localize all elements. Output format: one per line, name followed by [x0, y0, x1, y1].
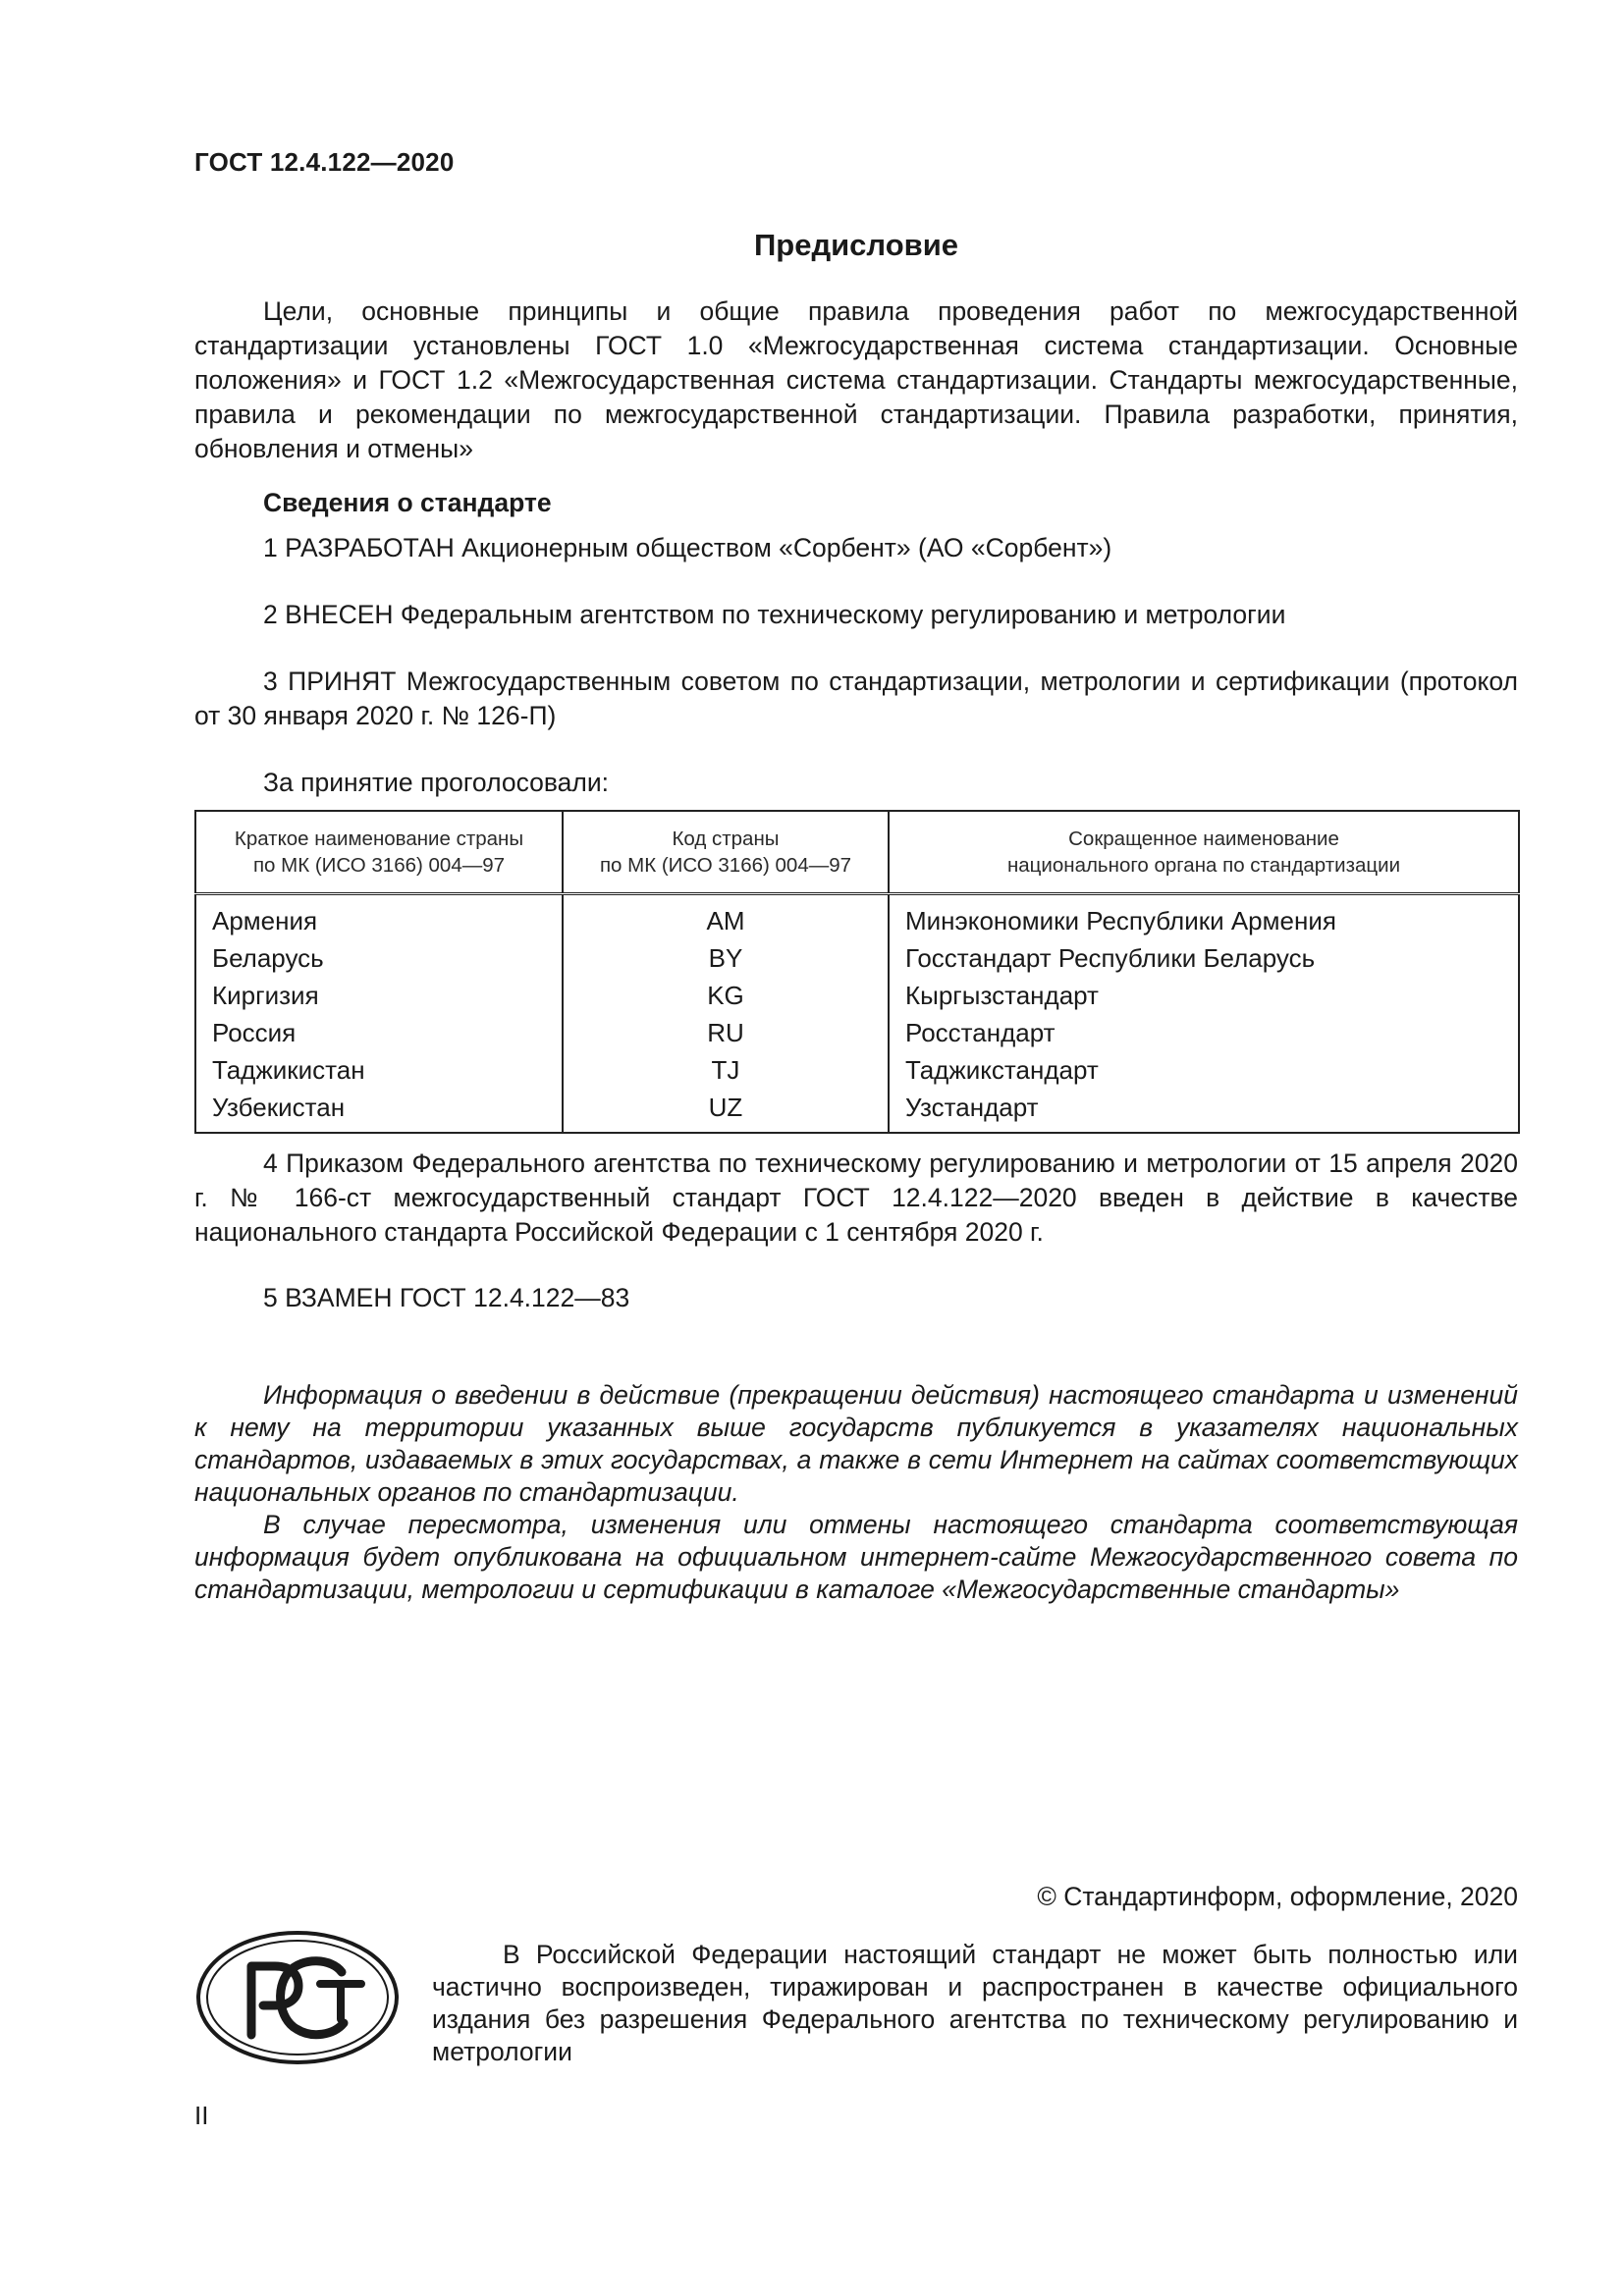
reproduction-notice: В Российской Федерации настоящий стандарт не может быть полностью или частично воспроизведен, тиражирован и распространен в качестве официального издания без разрешения Федерального агентства по техническому регулированию и метрологии — [432, 1940, 1518, 2066]
country-name-cell: Киргизия — [212, 981, 319, 1010]
header-standards-body-line1: Сокращенное наименование — [1068, 828, 1339, 850]
table-row — [195, 977, 1519, 1014]
header-standards-body — [889, 811, 1519, 894]
table-row — [195, 1014, 1519, 1051]
info-notice-paragraph: Информация о введении в действие (прекращении действия) настоящего стандарта и изменений к нему на территории указанных выше государств публикуется в указателях национальных стандартов, издаваемых в этих государствах, а также в сети Интернет на сайтах соответствующих национальных органов по стандартизации. — [194, 1380, 1518, 1507]
country-code-cell: AM — [563, 894, 889, 940]
standards-body-cell: Кыргызстандарт — [889, 977, 1519, 1014]
standards-body-cell: Минэкономики Республики Армения — [889, 894, 1519, 940]
page-number: II — [194, 2101, 209, 2130]
table-row — [195, 894, 1519, 940]
table-row — [195, 1051, 1519, 1089]
intro-paragraph: Цели, основные принципы и общие правила проведения работ по межгосударственной стандартизации установлены ГОСТ 1.0 «Межгосударственная система стандартизации. Основные положения» и ГОСТ 1.2 «Межгосударственная система стандартизации. Стандарты межгосударственные, правила и рекомендации по межгосударственной стандартизации. Правила разработки, принятия, обновления и отмены» — [194, 296, 1518, 463]
country-name-cell: Россия — [212, 1018, 297, 1047]
item-developed: 1 РАЗРАБОТАН Акционерным обществом «Сорбент» (АО «Сорбент») — [263, 533, 1112, 562]
item-submitted: 2 ВНЕСЕН Федеральным агентством по техническому регулированию и метрологии — [263, 600, 1286, 629]
header-country-name-line2: по МК (ИСО 3166) 004—97 — [252, 854, 506, 877]
header-country-code-line2: по МК (ИСО 3166) 004—97 — [599, 854, 852, 877]
country-name-cell: Узбекистан — [212, 1093, 346, 1122]
table-header-row — [195, 811, 1519, 894]
standards-body-cell: Госстандарт Республики Беларусь — [889, 939, 1519, 977]
copyright-line: © Стандартинформ, оформление, 2020 — [1037, 1882, 1518, 1911]
header-country-name-line1: Краткое наименование страны — [234, 828, 524, 850]
country-name-cell: Таджикистан — [212, 1055, 365, 1085]
voted-caption: За принятие проголосовали: — [263, 768, 610, 797]
rst-certification-mark-icon — [194, 1929, 401, 2066]
header-standards-body-line2: национального органа по стандартизации — [1006, 854, 1401, 877]
revision-notice-paragraph: В случае пересмотра, изменения или отмены настоящего стандарта соответствующая информация будет опубликована на официальном интернет-сайте Межгосударственного совета по стандартизации, метрологии и сертификации в каталоге «Межгосударственные стандарты» — [194, 1510, 1518, 1604]
country-name-cell: Беларусь — [212, 943, 324, 973]
country-code-cell: BY — [563, 939, 889, 977]
country-code-cell: UZ — [563, 1089, 889, 1133]
standards-body-cell: Узстандарт — [889, 1089, 1519, 1133]
table-row — [195, 1089, 1519, 1133]
country-code-cell: TJ — [563, 1051, 889, 1089]
country-name-cell: Армения — [212, 906, 318, 935]
standards-body-cell: Таджикстандарт — [889, 1051, 1519, 1089]
table-row — [195, 939, 1519, 977]
item-adopted: 3 ПРИНЯТ Межгосударственным советом по стандартизации, метрологии и сертификации (протокол от 30 января 2020 г. № 126-П) — [194, 667, 1518, 730]
header-country-code — [563, 811, 889, 894]
standards-body-cell: Росстандарт — [889, 1014, 1519, 1051]
info-heading: Сведения о стандарте — [263, 488, 552, 517]
document-code-header: ГОСТ 12.4.122—2020 — [194, 147, 455, 177]
voting-countries-table — [194, 810, 1520, 1134]
header-country-name — [195, 811, 563, 894]
country-code-cell: RU — [563, 1014, 889, 1051]
item-replaces: 5 ВЗАМЕН ГОСТ 12.4.122—83 — [263, 1283, 630, 1312]
item-enacted: 4 Приказом Федерального агентства по техническому регулированию и метрологии от 15 апреля 2020 г. № 166-ст межгосударственный стандарт ГОСТ 12.4.122—2020 введен в действие в качестве национального стандарта Российской Федерации с 1 сентября 2020 г. — [194, 1148, 1518, 1247]
header-country-code-line1: Код страны — [672, 828, 780, 850]
country-code-cell: KG — [563, 977, 889, 1014]
page-title: Предисловие — [753, 228, 958, 262]
